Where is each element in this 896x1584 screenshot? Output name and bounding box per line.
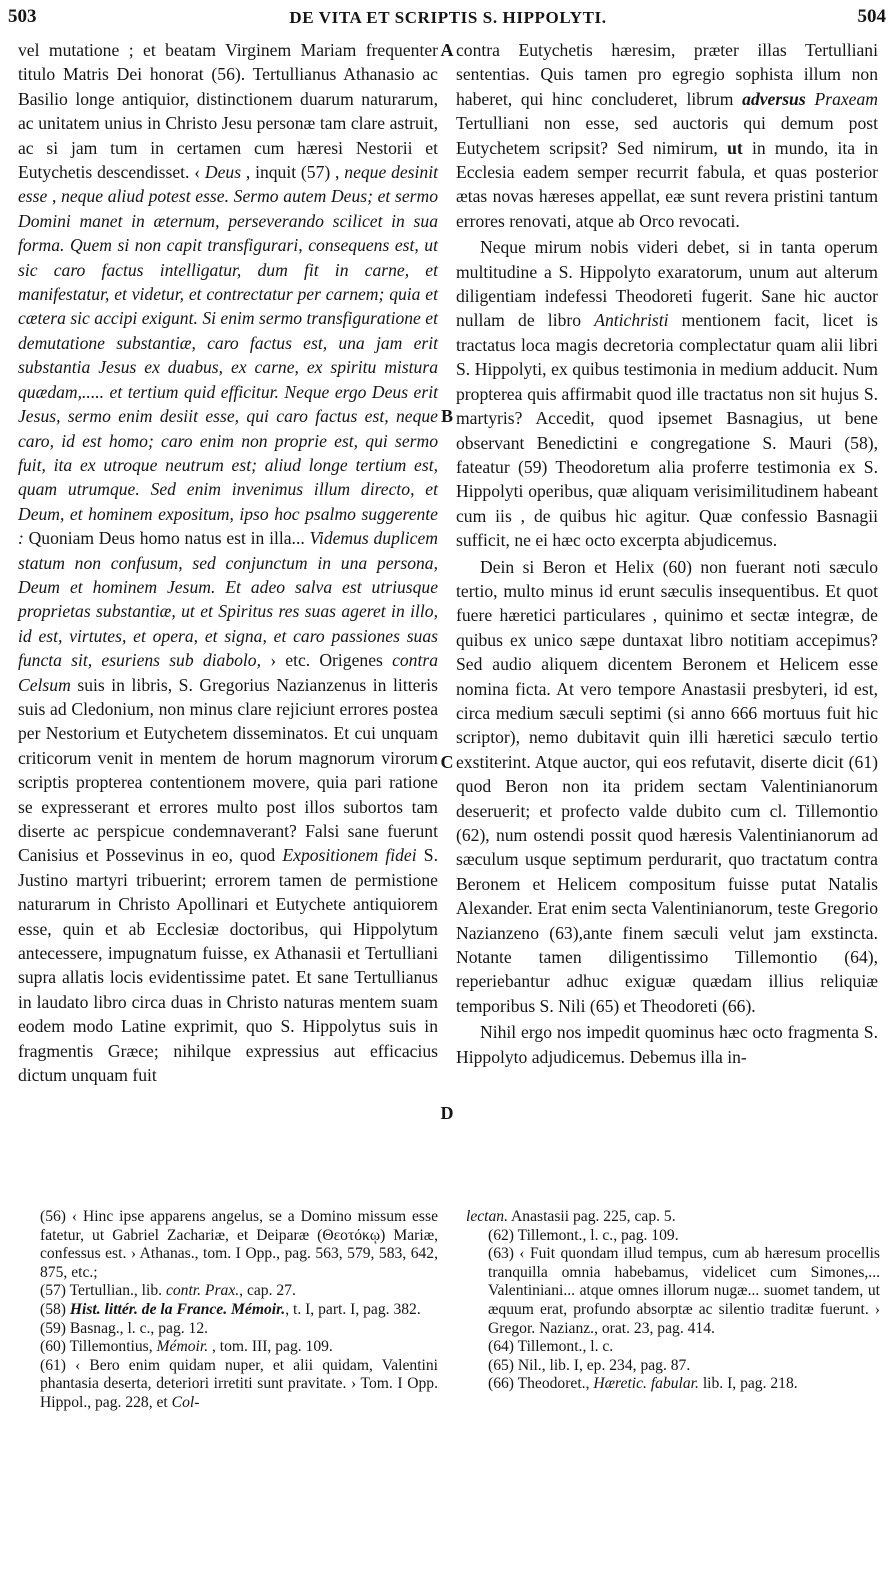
- paragraph: Neque mirum nobis videri debet, si in tanta operum multitudine a S. Hippolyto exaratorum, unum aut alterum diligentiam indefessi Theodoreti fugerit. Sane hic auctor nullam de libro Antichristi mentionem facit, licet is tractatus loca magis decretoria complectatur quam alii libri S. Hippolyti, ex quibus testimonia in medium adducit. Num propterea quis affirmabit quod ille tractatus non sit hujus S. martyris? Accedit, quod ipsemet Basnagius, ut bene observant Benedictini e congregatione S. Mauri (58), fateatur (59) Theodoretum alia proferre testimonia ex S. Hippolyti operibus, quæ aliquam verisimilitudinem habeant cum iis , de quibus hic agitur. Quæ confessio Basnagii sufficit, ne ei hæc octo excerpta abjudicemus.: [456, 237, 878, 551]
- left-column: [18, 38, 438, 1087]
- paragraph: Nihil ergo nos impedit quominus hæc octo fragmenta S. Hippolyto adjudicemus. Debemus illa in-: [456, 1022, 878, 1067]
- running-title: DE VITA ET SCRIPTIS S. HIPPOLYTI.: [289, 8, 607, 27]
- running-header: [0, 6, 896, 34]
- footnote: (66) Theodoret., Hæretic. fabular. lib. I, pag. 218.: [488, 1375, 798, 1393]
- page-number-left: 503: [8, 6, 37, 27]
- footnote: (56) ‹ Hinc ipse apparens angelus, se a Domino missum esse fatetur, ut Gabriel Zachariæ, et Deiparæ (Θεοτόκῳ) Mariæ, confessus est. › Athanas., tom. I Opp., pag. 563, 579, 583, 642, 875, etc.;: [40, 1208, 438, 1281]
- paragraph: Dein si Beron et Helix (60) non fuerant noti sæculo tertio, multo minus id erunt sæculis insequentibus. Et quot fuere hæretici particulares , quinimo et sectæ integræ, de quibus ex unico sæpe duntaxat libro notitiam accepimus? Sed audio aliquem dicentem Beronem et Helicem esse nomina ficta. At vero tempore Anastasii presbyteri, id est, circa medium sæculi septimi (si anno 666 mortuus fuit hic scriptor), nemo dubitavit quin illi hæretici sæculo tertio exstiterint. Atque auctor, qui eos refutavit, diserte dicit (61) quod Beron non ita pridem sectam Valentinianorum deseruerit; et profecto valde dubito cum cl. Tillemontio (62), num ostendi possit quod hæresis Valentinianorum ad sæculum usque septimum perdurarit, quo tractatum contra Beronem et Helicem compositum fuisse putat Natalis Alexander. Erat enim secta Valentinianorum, teste Gregorio Nazianzeno (63),ante finem sæculi velut jam exstincta. Notante tamen diligentissimo Tillemontio (64), reperiebantur adhuc exiguæ quædam illius reliquiæ temporibus S. Nili (65) et Theodoreti (66).: [456, 556, 878, 1016]
- paragraph: contra Eutychetis hæresim, præter illas Tertulliani sententias. Quis tamen pro egregio sophista illum non haberet, qui hinc concluderet, librum adversus Praxeam Tertulliani non esse, sed auctoris qui demum post Eutychetem scripsit? Sed nimirum, ut in mundo, ita in Ecclesia eadem semper recurrit fabula, et quas posterior ætas novas hæreses appellat, eæ sunt revera pristini tantum errores renovati, atque ab Orco revocati.: [456, 40, 878, 231]
- footnotes-left: [18, 1208, 438, 1413]
- footnote: (64) Tillemont., l. c.: [488, 1338, 614, 1356]
- paragraph: vel mutatione ; et beatam Virginem Mariam frequenter titulo Matris Dei honorat (56). Tertullianus Athanasio ac Basilio longe antiquior, distinctionem duarum naturarum, ac unitatem unius in Christo Jesu personæ tam clare astruit, ac si jam tum in certamen cum hæresi Nestorii et Eutychetis descendisset. ‹ Deus , inquit (57) , neque desinit esse , neque aliud potest esse. Sermo autem Deus; et sermo Domini manet in æternum, perseverando scilicet in sua forma. Quem si non capit transfigurari, consequens est, ut sic caro factus intelligatur, dum fit in carne, et manifestatur, et videtur, et contrectatur per carnem; quia et cætera sic accipi exigunt. Si enim sermo transfiguratione et demutatione substantiæ, caro factus est, una jam erit substantia Jesus ex duabus, ex carne, ex spiritu mistura quædam,..... et tertium quid efficitur. Neque ergo Deus erit Jesus, sermo enim desiit esse, qui caro factus est, neque caro, id est homo; caro enim non proprie est, qui sermo fuit, ita ex utroque neutrum est; aliud longe tertium est, quam utrumque. Sed enim invenimus illum directo, et Deum, et hominem expositum, ipso hoc psalmo suggerente : Quoniam Deus homo natus est in illa... Videmus duplicem statum non confusum, sed conjunctum in una persona, Deum et hominem Jesum. Et adeo salva est utriusque proprietas substantiæ, ut et Spiritus res suas ageret in illo, id est, virtutes, et opera, et signa, et caro passiones suas functa sit, esuriens sub diabolo, › etc. Origenes contra Celsum suis in libris, S. Gregorius Nazianzenus in litteris suis ad Cledonium, non minus clare rejiciunt errores postea per Nestorium et Eutychetem disseminatos. Et cui unquam criticorum venit in mentem de horum magnorum virorum scriptis propterea contentionem movere, quia pari ratione se expresserant et errores multo post illos subortos tam diserte ac perspicue condemnaverant? Falsi sane fuerunt Canisius et Possevinus in eo, quod Expositionem fidei S. Justino martyri tribuerint; errorem tamen de permistione naturarum in Christo Apollinari et Eutychete antiquiorem esse, quin et ab Ecclesiæ doctoribus, qui Hippolytum antecessere, impugnatum fuisse, ex Athanasii et Tertulliani supra allatis locis evidentissime patet. Et sane Tertullianus in laudato libro circa duas in Christo naturas mentem suam eodem modo Latine exprimit, quo S. Hippolytus suis in fragmentis Græce; nihilque expressius aut efficacius dictum unquam fuit: [18, 40, 438, 1086]
- footnote: lectan. Anastasii pag. 225, cap. 5.: [466, 1208, 676, 1225]
- footnote: (60) Tillemontius, Mémoir. , tom. III, pag. 109.: [40, 1338, 333, 1356]
- page-number-right: 504: [857, 6, 886, 27]
- footnote: (57) Tertullian., lib. contr. Prax., cap. 27.: [40, 1282, 296, 1300]
- margin-letter-d: D: [440, 1103, 454, 1123]
- footnote: (63) ‹ Fuit quondam illud tempus, cum ab hæresum procellis tranquilla omnia habebamus, videlicet cum Simones,... Valentiniani... atque omnes illorum nugæ... suomet tandem, ut æquum erat, profundo absorptæ ac silentio traditæ fuerunt. › Gregor. Nazianz., orat. 23, pag. 414.: [488, 1245, 880, 1337]
- footnote: (58) Hist. littér. de la France. Mémoir., t. I, part. I, pag. 382.: [40, 1300, 421, 1318]
- footnote: (61) ‹ Bero enim quidam nuper, et alii quidam, Valentini phantasia deserta, deteriori irretiti sunt pravitate. › Tom. I Opp. Hippol., pag. 228, et Col-: [40, 1356, 438, 1411]
- margin-letter-a: A: [440, 40, 454, 60]
- right-column: [456, 38, 878, 1069]
- footnote: (59) Basnag., l. c., pag. 12.: [40, 1319, 209, 1337]
- footnote: (65) Nil., lib. I, ep. 234, pag. 87.: [488, 1356, 691, 1374]
- footnotes-right: [466, 1208, 880, 1394]
- footnote: (62) Tillemont., l. c., pag. 109.: [488, 1226, 679, 1244]
- margin-letter-b: B: [440, 406, 453, 426]
- margin-letter-c: C: [440, 752, 454, 772]
